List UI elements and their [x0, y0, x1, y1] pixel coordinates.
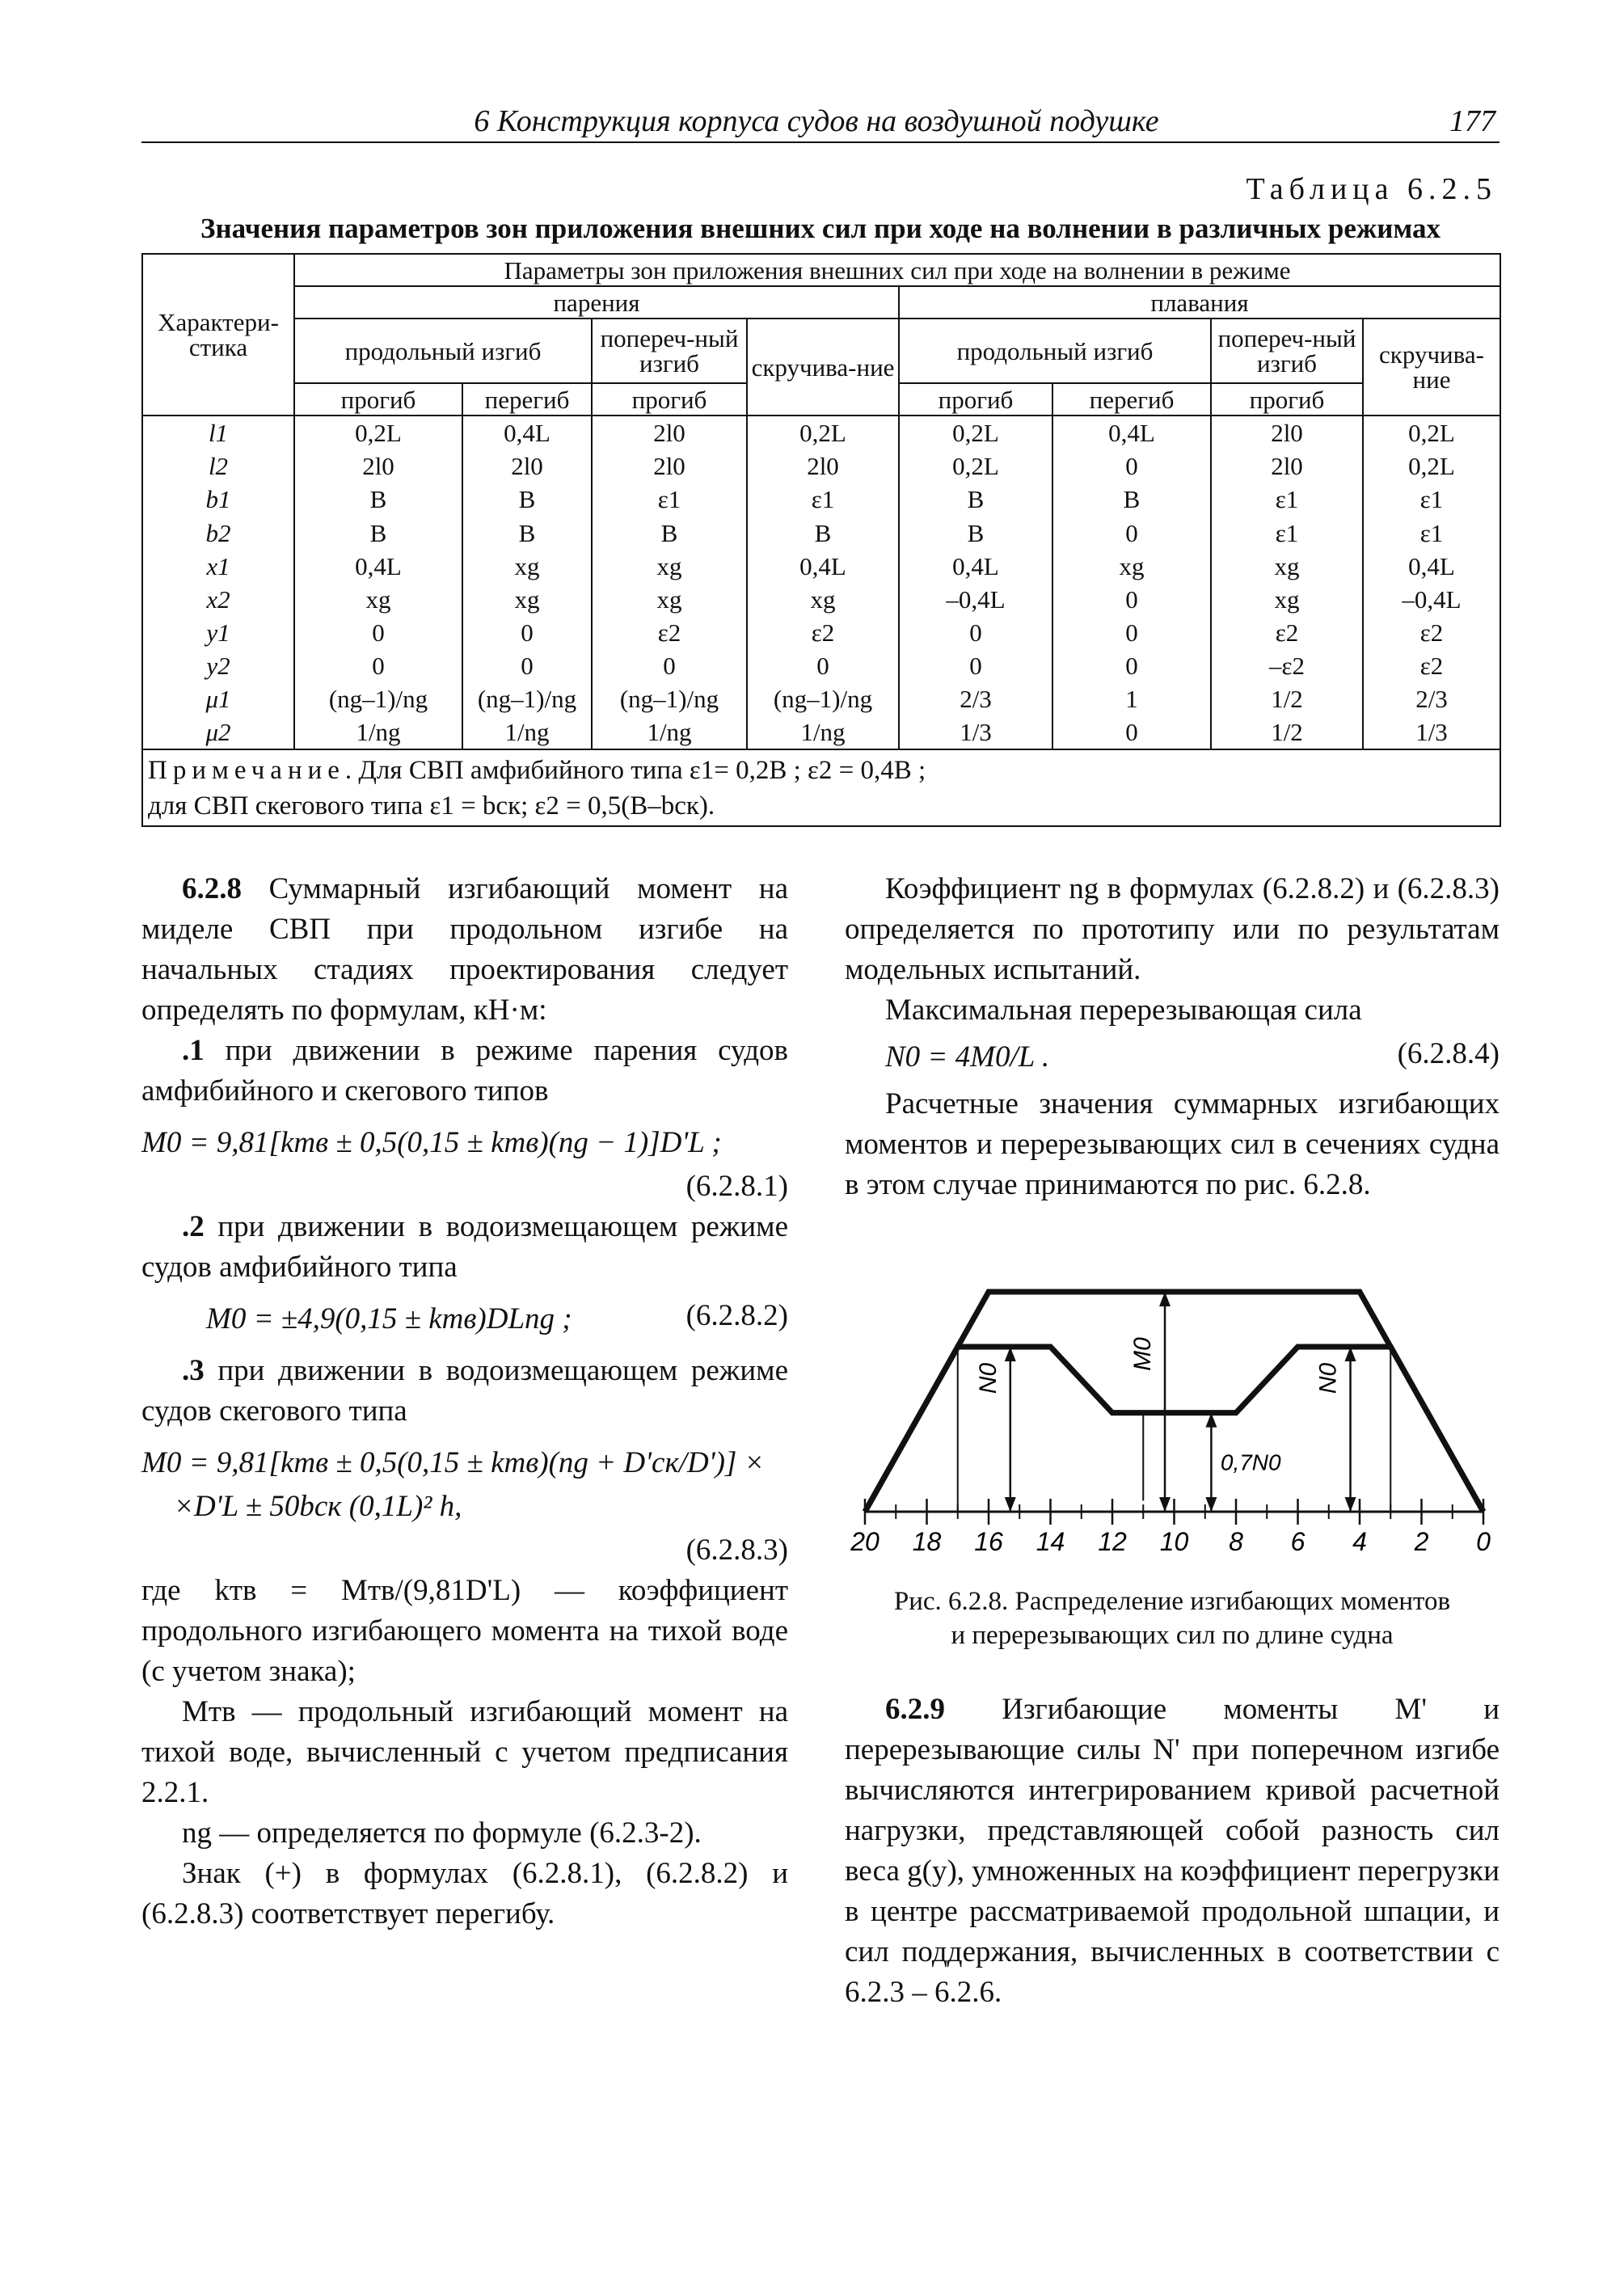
figure-caption-line-2: и перерезывающих сил по длине судна — [951, 1621, 1394, 1650]
table-cell: xg — [592, 583, 747, 616]
table-cell: xg — [462, 583, 592, 616]
header-characteristic: Характери-стика — [142, 254, 294, 416]
table-row — [142, 449, 1500, 483]
formula-6-2-8-3-a: M0 = 9,81[kтв ± 0,5(0,15 ± kтв)(ng + D'ск/D')] × — [141, 1446, 765, 1479]
table-cell: 0 — [1052, 516, 1211, 549]
table-cell: 0 — [1052, 449, 1211, 483]
x-tick-label: 4 — [1352, 1527, 1367, 1556]
table-cell: 0,4L — [1363, 550, 1500, 583]
table-cell: B — [747, 516, 899, 549]
table-cell: 1/2 — [1211, 715, 1363, 749]
table-row-label: μ1 — [142, 682, 294, 715]
label-m0: M0 — [1129, 1337, 1157, 1371]
paragraph-mtv: Mтв — продольный изгибающий момент на тихой воде, вычисленный с учетом предписания 2.2.1. — [141, 1695, 788, 1809]
table-row-label: x2 — [142, 583, 294, 616]
item-number-1: .1 — [182, 1034, 205, 1067]
parameters-table — [141, 253, 1501, 827]
table-cell: ε1 — [1211, 516, 1363, 549]
table-cell: B — [592, 516, 747, 549]
x-tick-label: 6 — [1290, 1527, 1306, 1556]
table-cell: ε2 — [1363, 616, 1500, 649]
formula-number-6-2-8-3: (6.2.8.3) — [685, 1534, 788, 1567]
paragraph-sign: Знак (+) в формулах (6.2.8.1), (6.2.8.2) и (6.2.8.3) соответствует перегибу. — [141, 1857, 788, 1930]
header-twist-1: скручива-ние — [747, 319, 899, 416]
table-row-label: b1 — [142, 483, 294, 516]
formula-number-6-2-8-4: (6.2.8.4) — [1397, 1037, 1500, 1070]
section-number-6-2-9: 6.2.9 — [885, 1693, 945, 1726]
x-tick-label: 0 — [1476, 1527, 1491, 1556]
header-parenie: парения — [294, 286, 899, 319]
table-cell: 2l0 — [294, 449, 462, 483]
x-tick-label: 8 — [1229, 1527, 1243, 1556]
table-cell: 2l0 — [747, 449, 899, 483]
label-n0-right: N0 — [1314, 1362, 1342, 1394]
paragraph-max-shear: Максимальная перерезывающая сила — [885, 994, 1362, 1027]
header-sag-2: прогиб — [592, 383, 747, 416]
table-cell: 0 — [1052, 583, 1211, 616]
header-sag-1: прогиб — [294, 383, 462, 416]
table-cell: 1/3 — [1363, 715, 1500, 749]
table-row — [142, 550, 1500, 583]
figure-caption-line-1: Рис. 6.2.8. Распределение изгибающих моментов — [893, 1587, 1451, 1616]
formula-6-2-8-1: M0 = 9,81[kтв ± 0,5(0,15 ± kтв)(ng − 1)]D'L ; — [141, 1126, 722, 1159]
table-row-label: l2 — [142, 449, 294, 483]
table-row — [142, 682, 1500, 715]
table-row-label: y2 — [142, 649, 294, 682]
table-row — [142, 483, 1500, 516]
table-cell: (ng–1)/ng — [592, 682, 747, 715]
x-axis-ticks — [850, 1499, 1491, 1556]
header-twist-2: скручива-ние — [1363, 319, 1500, 416]
note-label: Примечание — [148, 755, 345, 785]
table-cell: 0 — [1052, 649, 1211, 682]
table-cell: 0,2L — [899, 416, 1052, 449]
table-cell: xg — [1211, 583, 1363, 616]
paragraph-item-1: при движении в режиме парения судов амфибийного и скегового типов — [141, 1034, 789, 1108]
header-sag-4: прогиб — [1211, 383, 1363, 416]
paragraph-item-2: при движении в водоизмещающем режиме судов амфибийного типа — [141, 1210, 788, 1284]
table-cell: 0,4L — [1052, 416, 1211, 449]
header-rule — [141, 141, 1500, 143]
x-tick-label: 16 — [974, 1527, 1003, 1556]
table-cell: xg — [1052, 550, 1211, 583]
formula-number-6-2-8-1: (6.2.8.1) — [685, 1170, 788, 1203]
table-cell: ε1 — [1211, 483, 1363, 516]
table-cell: 0 — [294, 649, 462, 682]
header-sag-3: прогиб — [899, 383, 1052, 416]
paragraph-design-values: Расчетные значения суммарных изгибающих моментов и перерезывающих сил в сечениях судна в этом случае принимаются по рис. 6.2.8. — [845, 1087, 1500, 1201]
table-cell: 2l0 — [592, 449, 747, 483]
formula-6-2-8-3-b: ×D'L ± 50bск (0,1L)² h, — [174, 1490, 462, 1523]
table-cell: 0,4L — [899, 550, 1052, 583]
label-07n0: 0,7N0 — [1220, 1449, 1281, 1475]
table-row-label: b2 — [142, 516, 294, 549]
table-cell: 0,4L — [462, 416, 592, 449]
table-cell: 0,2L — [294, 416, 462, 449]
x-tick-label: 20 — [850, 1527, 879, 1556]
right-column — [845, 869, 1500, 1205]
header-params: Параметры зон приложения внешних сил при ходе на волнении в режиме — [294, 254, 1500, 286]
section-number-6-2-8: 6.2.8 — [182, 872, 242, 905]
table-cell: 2l0 — [1211, 449, 1363, 483]
dimension-m0-head-bottom — [1159, 1497, 1171, 1512]
table-cell: 0,2L — [1363, 416, 1500, 449]
figure-caption — [845, 1584, 1500, 1652]
table-row — [142, 616, 1500, 649]
bending-shear-diagram — [845, 1269, 1500, 1576]
table-cell: (ng–1)/ng — [462, 682, 592, 715]
table-row-label: y1 — [142, 616, 294, 649]
paragraph-ng: ng — определяется по формуле (6.2.3-2). — [182, 1816, 702, 1850]
table-cell: B — [1052, 483, 1211, 516]
dimension-n0-right-head-bottom — [1345, 1497, 1356, 1512]
table-row — [142, 649, 1500, 682]
table-cell: 1/ng — [592, 715, 747, 749]
table-cell: ε2 — [747, 616, 899, 649]
table-cell: xg — [462, 550, 592, 583]
table-row — [142, 516, 1500, 549]
table-row — [142, 715, 1500, 749]
paragraph-item-3: при движении в водоизмещающем режиме судов скегового типа — [141, 1354, 788, 1428]
header-hog-1: перегиб — [462, 383, 592, 416]
table-cell: B — [462, 483, 592, 516]
table-cell: 0 — [1052, 616, 1211, 649]
header-trans-bend-1: попереч-ный изгиб — [592, 319, 747, 383]
table-cell: ε1 — [747, 483, 899, 516]
item-number-2: .2 — [182, 1210, 205, 1243]
table-row-label: l1 — [142, 416, 294, 449]
table-cell: 2/3 — [1363, 682, 1500, 715]
paragraph-where: где kтв = Mтв/(9,81D'L) — коэффициент продольного изгибающего момента на тихой воде (с учетом знака); — [141, 1574, 788, 1688]
table-cell: –ε2 — [1211, 649, 1363, 682]
header-long-bend-1: продольный изгиб — [294, 319, 592, 383]
table-cell: 1 — [1052, 682, 1211, 715]
table-cell: B — [899, 483, 1052, 516]
table-cell: ε1 — [1363, 516, 1500, 549]
table-cell: 2l0 — [592, 416, 747, 449]
paragraph-6-2-9: Изгибающие моменты M' и перерезывающие силы N' при поперечном изгибе вычисляются интегрированием кривой расчетной нагрузки, представляющей собой разность сил веса g(y), умноженных на коэффициент перегрузки в центре рассматриваемой продольной шпации, и сил поддержания, вычисленных в соответствии с 6.2.3 – 6.2.6. — [845, 1693, 1500, 2009]
table-row-label: μ2 — [142, 715, 294, 749]
formula-6-2-8-2: M0 = ±4,9(0,15 ± kтв)DLng ; — [206, 1302, 572, 1335]
table-cell: 0 — [462, 616, 592, 649]
table-cell: 0 — [747, 649, 899, 682]
table-cell: (ng–1)/ng — [294, 682, 462, 715]
table-cell: B — [294, 516, 462, 549]
x-tick-label: 14 — [1036, 1527, 1065, 1556]
table-cell: xg — [747, 583, 899, 616]
table-cell: xg — [592, 550, 747, 583]
table-cell: xg — [294, 583, 462, 616]
table-cell: 0 — [899, 616, 1052, 649]
diagram-shapes — [865, 1292, 1483, 1512]
note-line-1: . Для СВП амфибийного типа ε1= 0,2B ; ε2 = 0,4B ; — [344, 755, 926, 785]
table-cell: B — [899, 516, 1052, 549]
header-trans-bend-2: попереч-ный изгиб — [1211, 319, 1363, 383]
table-cell: 0 — [1052, 715, 1211, 749]
table-row — [142, 416, 1500, 449]
table-cell: 0,2L — [747, 416, 899, 449]
table-cell: –0,4L — [1363, 583, 1500, 616]
table-title: Значения параметров зон приложения внешних сил при ходе на волнении в различных режимах — [200, 213, 1441, 244]
paragraph-ng-coefficient: Коэффициент ng в формулах (6.2.8.2) и (6.2.8.3) определяется по прототипу или по результатам модельных испытаний. — [845, 872, 1500, 986]
formula-number-6-2-8-2: (6.2.8.2) — [685, 1299, 788, 1332]
table-cell: 1/ng — [462, 715, 592, 749]
table-cell: 1/2 — [1211, 682, 1363, 715]
table-cell: 1/3 — [899, 715, 1052, 749]
label-n0-left: N0 — [974, 1362, 1002, 1394]
table-cell: 0,2L — [1363, 449, 1500, 483]
item-number-3: .3 — [182, 1354, 205, 1387]
table-cell: 0 — [592, 649, 747, 682]
table-cell: 2/3 — [899, 682, 1052, 715]
dimension-n0-left-head-bottom — [1005, 1497, 1016, 1512]
table-cell: 2l0 — [1211, 416, 1363, 449]
x-tick-label: 2 — [1414, 1527, 1429, 1556]
table-cell: 1/ng — [747, 715, 899, 749]
table-body — [142, 416, 1500, 749]
header-plavanie: плавания — [899, 286, 1500, 319]
table-cell: xg — [1211, 550, 1363, 583]
formula-6-2-8-4: N0 = 4M0/L . — [885, 1040, 1050, 1074]
table-cell: ε2 — [1363, 649, 1500, 682]
table-cell: 1/ng — [294, 715, 462, 749]
note-line-2: для СВП скегового типа ε1 = bск; ε2 = 0,5(B–bск). — [148, 791, 715, 821]
paragraph-6-2-8: Суммарный изгибающий момент на миделе СВП при продольном изгибе на начальных стадиях проектирования следует определять по формулам, кН·м: — [141, 872, 789, 1027]
table-cell: ε1 — [1363, 483, 1500, 516]
page-number: 177 — [1449, 104, 1495, 138]
table-note — [142, 749, 1500, 826]
x-tick-label: 10 — [1159, 1527, 1189, 1556]
table-cell: 0,2L — [899, 449, 1052, 483]
right-column-bottom — [845, 1690, 1500, 2013]
x-tick-label: 18 — [912, 1527, 942, 1556]
table-cell: ε1 — [592, 483, 747, 516]
table-cell: ε2 — [1211, 616, 1363, 649]
table-row — [142, 583, 1500, 616]
running-title: 6 Конструкция корпуса судов на воздушной подушке — [474, 104, 1159, 138]
table-cell: 0,4L — [294, 550, 462, 583]
header-long-bend-2: продольный изгиб — [899, 319, 1211, 383]
table-cell: (ng–1)/ng — [747, 682, 899, 715]
table-row-label: x1 — [142, 550, 294, 583]
header-hog-2: перегиб — [1052, 383, 1211, 416]
dimension-07n0-head-bottom — [1205, 1497, 1217, 1512]
table-cell: 0 — [462, 649, 592, 682]
table-cell: –0,4L — [899, 583, 1052, 616]
table-cell: 0,4L — [747, 550, 899, 583]
table-cell: 0 — [899, 649, 1052, 682]
table-cell: 0 — [294, 616, 462, 649]
table-cell: B — [294, 483, 462, 516]
table-cell: 2l0 — [462, 449, 592, 483]
left-column — [141, 869, 788, 1934]
table-label: Таблица 6.2.5 — [1246, 172, 1497, 206]
x-tick-label: 12 — [1098, 1527, 1127, 1556]
table-cell: ε2 — [592, 616, 747, 649]
table-cell: B — [462, 516, 592, 549]
